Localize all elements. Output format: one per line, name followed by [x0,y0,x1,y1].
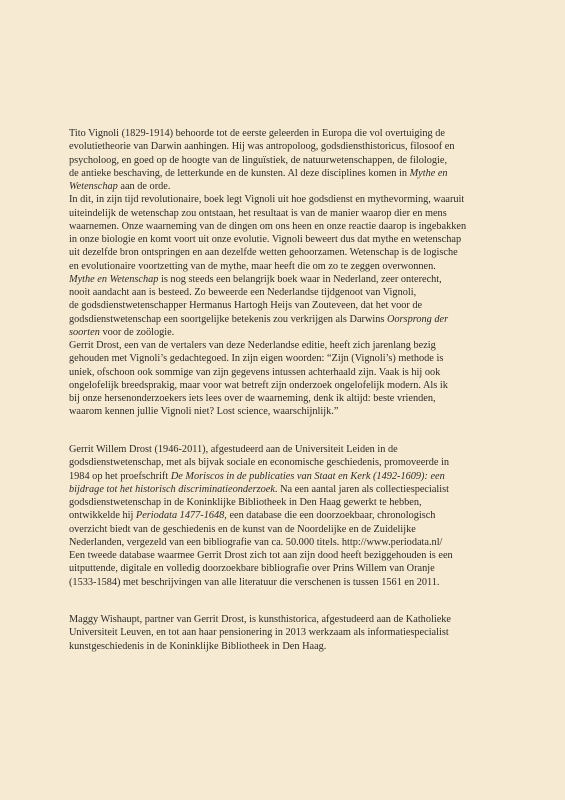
text-line [69,207,529,220]
text-segment: in onze biologie en komt voort uit onze evolutie. Vignoli beweert dus dat mythe en wetenschap [69,234,462,245]
text-segment: evolutietheorie van Darwin aanhingen. Hij was antropoloog, godsdiensthistoricus, filosoof en [69,141,455,153]
text-segment: . Na een aantal jaren als collectiespecialist [274,483,450,495]
text-segment: Tito Vignoli (1829-1914) behoorde tot de eerste geleerden in Europa die vol overtuiging de [69,128,445,139]
text-segment: de antieke beschaving, de letterkunde en de kunsten. Al deze disciplines komen in [69,167,410,179]
italic-text: bijdrage tot het historisch discriminatieonderzoek [69,483,275,495]
text-line [69,180,529,193]
text-segment: (1533-1584) met beschrijvingen van alle literatuur die verschenen is tussen 1561 en 2011. [69,576,440,588]
text-segment: waarom kennen jullie Vignoli niet? Lost science, waarschijnlijk.” [69,406,339,418]
text-line [69,613,529,626]
text-segment: psycholoog, en goed op de hoogte van de linguïstiek, de natuurwetenschappen, de filologie, [69,154,448,166]
drost-bio-block [69,443,529,589]
text-segment: uniek, ofschoon ook sommige van zijn gegevens intussen achterhaald zijn. Vaak is hij ook [69,366,441,378]
italic-text: De Moriscos in de publicaties van Staat en Kerk (1492-1609): een [170,470,445,482]
text-line [69,352,529,365]
text-line [69,576,529,589]
intro-block [69,127,529,419]
text-segment: In dit, in zijn tijd revolutionaire, boek legt Vignoli uit hoe godsdienst en mythevorming, waaruit [69,194,465,206]
text-segment: is nog steeds een belangrijk boek waar in Nederland, zeer onterecht, [158,273,442,285]
text-segment: uit dezelfde bron ontspringen en aan dezelfde wetten gehoorzamen. Wetenschap is de logische [69,247,458,259]
italic-text: Wetenschap [69,181,118,192]
text-line [69,193,529,206]
text-line [69,379,529,392]
text-segment: gehouden met Vignoli’s gedachtegoed. In zijn eigen woorden: “Zijn (Vignoli’s) methode is [69,353,444,365]
text-line [69,392,529,405]
text-segment: Maggy Wishaupt, partner van Gerrit Drost, is kunsthistorica, afgestudeerd aan de Katholieke [69,614,451,625]
text-segment: 1984 op het proefschrift [69,470,171,482]
italic-text: Periodata 1477-1648 [135,510,225,522]
wishaupt-bio-block [69,613,529,653]
text-line [69,260,529,273]
text-line [69,536,529,549]
text-line [69,483,529,496]
text-segment: ongelofelijk breedsprakig, maar voor wat betreft zijn onderzoek ongelofelijk modern. Als ik [69,379,448,391]
text-segment: , een database die een doorzoekbaar, chronologisch [224,510,436,522]
text-segment: bij onze hersenonderzoekers iets lees over de waarneming, denk ik altijd: beste vrienden, [69,393,436,404]
text-segment: Gerrit Willem Drost (1946-2011), afgestudeerd aan de Universiteit Leiden in de [69,444,398,455]
text-line [69,549,529,562]
text-line [69,626,529,639]
text-line [69,443,529,456]
text-line [69,220,529,233]
text-line [69,233,529,246]
text-segment: godsdienstwetenschap in de Koninklijke Bibliotheek in Den Haag gewerkt te hebben, [69,497,422,508]
text-line [69,167,529,180]
text-segment: Nederlanden, vergezeld van een bibliografie van ca. 50.000 titels. http://www.periodata.nl/ [69,536,443,548]
text-line [69,127,529,140]
text-line [69,366,529,379]
text-segment: Universiteit Leuven, en tot aan haar pensionering in 2013 werkzaam als informatiespecialist [69,627,449,639]
text-segment: aan de orde. [117,181,171,192]
text-segment: overzicht biedt van de geschiedenis en de kunst van de Noordelijke en de Zuidelijke [69,523,416,535]
text-line [69,286,529,299]
text-segment: Een tweede database waarmee Gerrit Drost zich tot aan zijn dood heeft beziggehouden is een [69,550,453,561]
text-segment: Gerrit Drost, een van de vertalers van deze Nederlandse editie, heeft zich jarenlang bezig [69,340,436,351]
text-segment: godsdienstwetenschap, met als bijvak sociale en economische geschiedenis, promoveerde in [69,457,450,469]
italic-text: Mythe en [409,167,448,179]
italic-text: Oorsprong der [386,313,449,325]
text-line [69,313,529,326]
text-line [69,456,529,469]
text-line [69,640,529,653]
text-segment: uitputtende, digitale en volledig doorzoekbare bibliografie over Prins Willem van Oranje [69,563,435,575]
text-line [69,326,529,339]
text-segment: de godsdienstwetenschapper Hermanus Hartogh Heijs van Zouteveen, dat het voor de [69,300,423,312]
italic-text: Mythe en Wetenschap [69,273,159,285]
text-segment: uiteindelijk de wetenschap zou ontstaan, het resultaat is van de manier waarop dier en mens [69,207,447,219]
text-line [69,339,529,352]
text-segment: kunstgeschiedenis in de Koninklijke Bibliotheek in Den Haag. [69,640,327,652]
text-line [69,246,529,259]
text-line [69,496,529,509]
text-line [69,509,529,522]
italic-text: soorten [69,326,100,338]
text-segment: voor de zoölogie. [99,326,175,338]
text-segment: nooit aandacht aan is besteed. Zo beweerde een Nederlandse tijdgenoot van Vignoli, [69,287,417,298]
text-line [69,523,529,536]
text-segment: ontwikkelde hij [69,510,136,522]
text-line [69,273,529,286]
text-line [69,154,529,167]
text-segment: waarnemen. Onze waarneming van de dingen om ons heen en onze reactie daarop is ingebakken [69,220,467,232]
text-line [69,405,529,418]
text-segment: en evolutionaire voortzetting van de mythe, maar heeft die om zo te zeggen overwonnen. [69,260,436,272]
text-segment: godsdienstwetenschap een soortgelijke betekenis zou verkrijgen als Darwins [69,313,387,325]
text-line [69,140,529,153]
text-line [69,299,529,312]
text-line [69,562,529,575]
text-line [69,470,529,483]
